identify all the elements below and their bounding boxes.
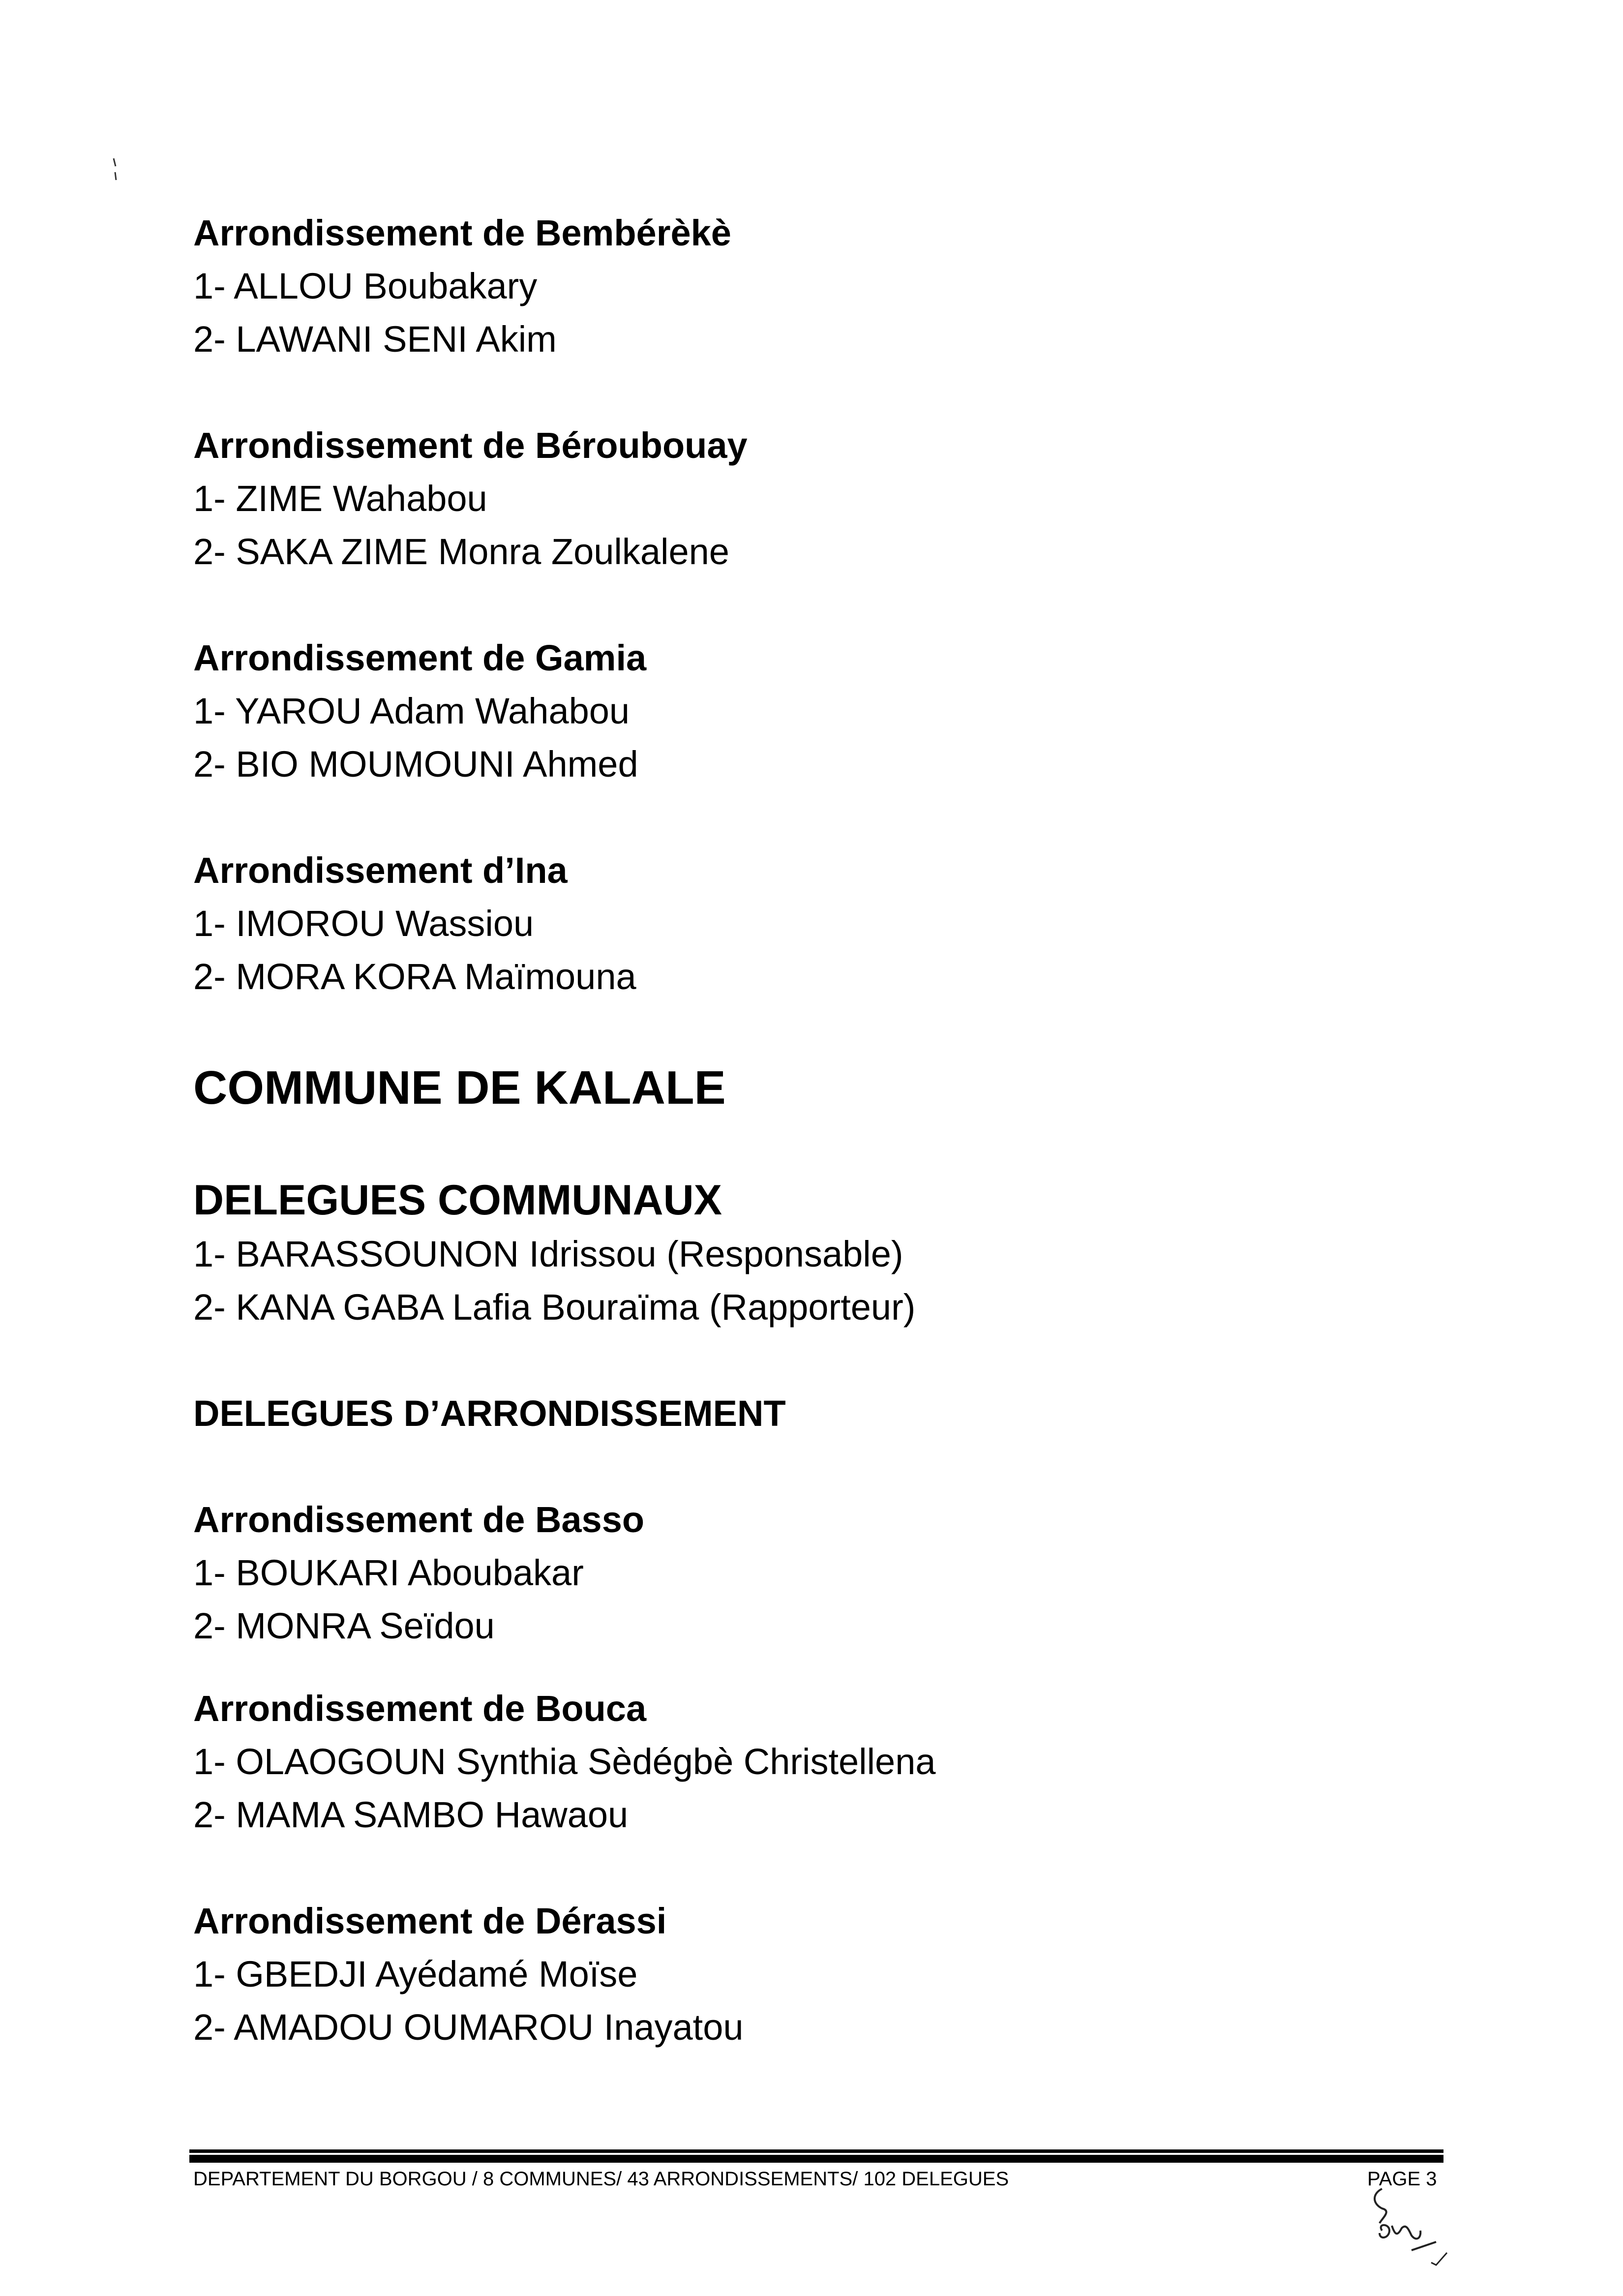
- page-number: PAGE 3: [1367, 2168, 1437, 2190]
- commune-title: COMMUNE DE KALALE: [193, 1061, 726, 1114]
- delegate-item: 2- BIO MOUMOUNI Ahmed: [193, 744, 638, 785]
- delegate-item: 1- OLAOGOUN Synthia Sèdégbè Christellena: [193, 1741, 936, 1782]
- delegate-item: 2- AMADOU OUMAROU Inayatou: [193, 2007, 744, 2048]
- footer-text: DEPARTEMENT DU BORGOU / 8 COMMUNES/ 43 ARRONDISSEMENTS/ 102 DELEGUES: [193, 2168, 1009, 2190]
- delegate-item: 2- KANA GABA Lafia Bouraïma (Rapporteur): [193, 1287, 916, 1328]
- delegate-item: 2- MORA KORA Maïmouna: [193, 956, 636, 997]
- arrondissement-heading: Arrondissement de Basso: [193, 1499, 645, 1540]
- arrondissement-section: [193, 844, 1472, 1003]
- arrondissement-section: [193, 632, 1472, 791]
- delegate-item: 1- GBEDJI Ayédamé Moïse: [193, 1954, 638, 1994]
- delegate-item: 1- BARASSOUNON Idrissou (Responsable): [193, 1234, 903, 1274]
- delegate-item: 1- IMOROU Wassiou: [193, 903, 534, 944]
- delegues-communaux-section: [193, 1173, 1472, 1334]
- arrondissement-heading: Arrondissement de Gamia: [193, 637, 647, 678]
- delegate-item: 1- ZIME Wahabou: [193, 478, 487, 519]
- arrondissement-heading: Arrondissement de Béroubouay: [193, 425, 748, 466]
- delegues-arrondissement-title: DELEGUES D’ARRONDISSEMENT: [193, 1393, 786, 1434]
- arrondissement-section: [193, 1493, 1472, 1653]
- footer-rule: [189, 2148, 1443, 2165]
- stray-ink-mark: [112, 157, 118, 182]
- delegate-item: 1- ALLOU Boubakary: [193, 266, 538, 306]
- delegate-item: 2- SAKA ZIME Monra Zoulkalene: [193, 531, 729, 572]
- delegate-item: 2- MAMA SAMBO Hawaou: [193, 1794, 629, 1835]
- delegate-item: 1- YAROU Adam Wahabou: [193, 691, 630, 731]
- delegate-item: 2- MONRA Seïdou: [193, 1605, 495, 1646]
- arrondissement-section: [193, 419, 1472, 578]
- arrondissement-heading: Arrondissement de Bouca: [193, 1688, 647, 1729]
- document-content: [193, 207, 1472, 2054]
- delegate-item: 2- LAWANI SENI Akim: [193, 319, 557, 360]
- arrondissement-heading: Arrondissement d’Ina: [193, 850, 568, 891]
- arrondissement-heading: Arrondissement de Bembérèkè: [193, 212, 731, 253]
- signature-initials: [1362, 2184, 1461, 2282]
- delegate-item: 1- BOUKARI Aboubakar: [193, 1552, 584, 1593]
- delegues-communaux-title: DELEGUES COMMUNAUX: [193, 1177, 722, 1224]
- arrondissement-section: [193, 1682, 1472, 1842]
- arrondissement-section: [193, 1895, 1472, 2054]
- arrondissement-heading: Arrondissement de Dérassi: [193, 1901, 667, 1941]
- arrondissement-section: [193, 207, 1472, 366]
